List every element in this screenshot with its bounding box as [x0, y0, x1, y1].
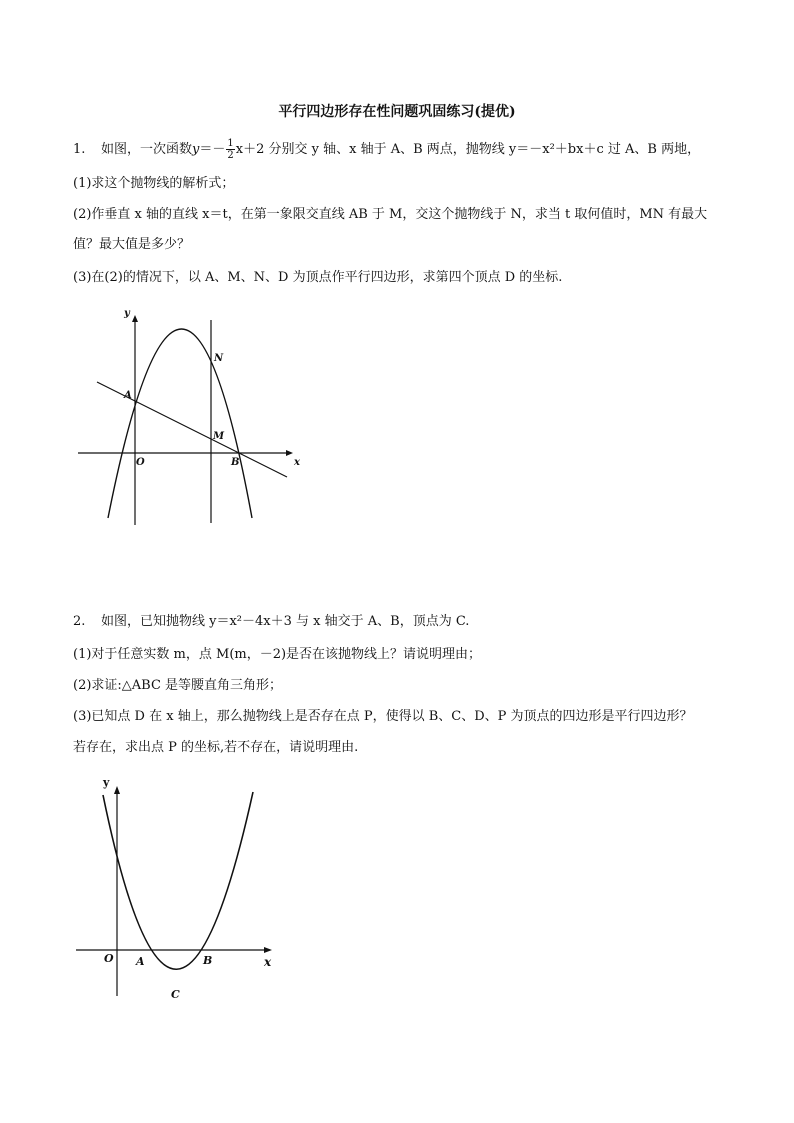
- q2-part3-a: (3)已知点 D 在 x 轴上，那么抛物线上是否存在点 P，使得以 B、C、D、P 为顶点的四边形是平行四边形？: [73, 709, 693, 724]
- q2-label-b: B: [203, 954, 213, 967]
- q1-frac-num: 1: [227, 138, 234, 149]
- q2-part1: (1)对于任意实数 m，点 M(m，－2)是否在该抛物线上？请说明理由；: [73, 647, 482, 662]
- q2-label-y: y: [103, 776, 110, 789]
- q2-x-arrow: [264, 947, 272, 953]
- q2-label-c: C: [171, 988, 180, 1001]
- q1-label-m: M: [213, 431, 225, 442]
- q1-label-y: y: [124, 308, 130, 319]
- q2-parabola: [103, 792, 253, 969]
- q1-label-b: B: [231, 457, 240, 468]
- q1-frac-den: 2: [227, 150, 234, 161]
- q2-stem: 如图，已知抛物线 y＝x²－4x＋3 与 x 轴交于 A、B，顶点为 C.: [101, 614, 470, 629]
- q1-part2-b: 值？最大值是多少？: [73, 237, 191, 252]
- q1-label-o: O: [136, 457, 145, 468]
- q1-part1: (1)求这个抛物线的解析式；: [73, 176, 235, 191]
- q1-stem-b: x＋2 分别交 y 轴、x 轴于 A、B 两点，抛物线 y＝－x²＋bx＋c 过 A、B 两地，: [235, 142, 701, 157]
- q1-number: 1.: [73, 142, 86, 157]
- q2-label-a: A: [136, 955, 145, 968]
- q1-stem-eq: ＝－: [199, 142, 226, 157]
- q2-part2: (2)求证:△ABC 是等腰直角三角形；: [73, 678, 283, 693]
- page-title: 平行四边形存在性问题巩固练习(提优): [278, 104, 516, 120]
- q1-stem-a: 如图，一次函数: [101, 142, 193, 157]
- q1-part3: (3)在(2)的情况下，以 A、M、N、D 为顶点作平行四边形，求第四个顶点 D 的坐标.: [73, 270, 563, 285]
- q1-label-n: N: [214, 353, 224, 364]
- q1-label-x: x: [294, 457, 300, 468]
- q1-part2-a: (2)作垂直 x 轴的直线 x＝t，在第一象限交直线 AB 于 M，交这个抛物线于 N，求当 t 取何值时，MN 有最大: [73, 207, 708, 222]
- q2-label-x: x: [264, 955, 272, 969]
- q2-number: 2.: [73, 614, 86, 629]
- q2-label-o: O: [104, 952, 114, 965]
- q1-stem-y: y: [192, 142, 200, 157]
- q2-y-arrow: [114, 786, 120, 794]
- q1-label-a: A: [124, 390, 132, 401]
- q2-part3-b: 若存在，求出点 P 的坐标,若不存在，请说明理由.: [73, 740, 359, 755]
